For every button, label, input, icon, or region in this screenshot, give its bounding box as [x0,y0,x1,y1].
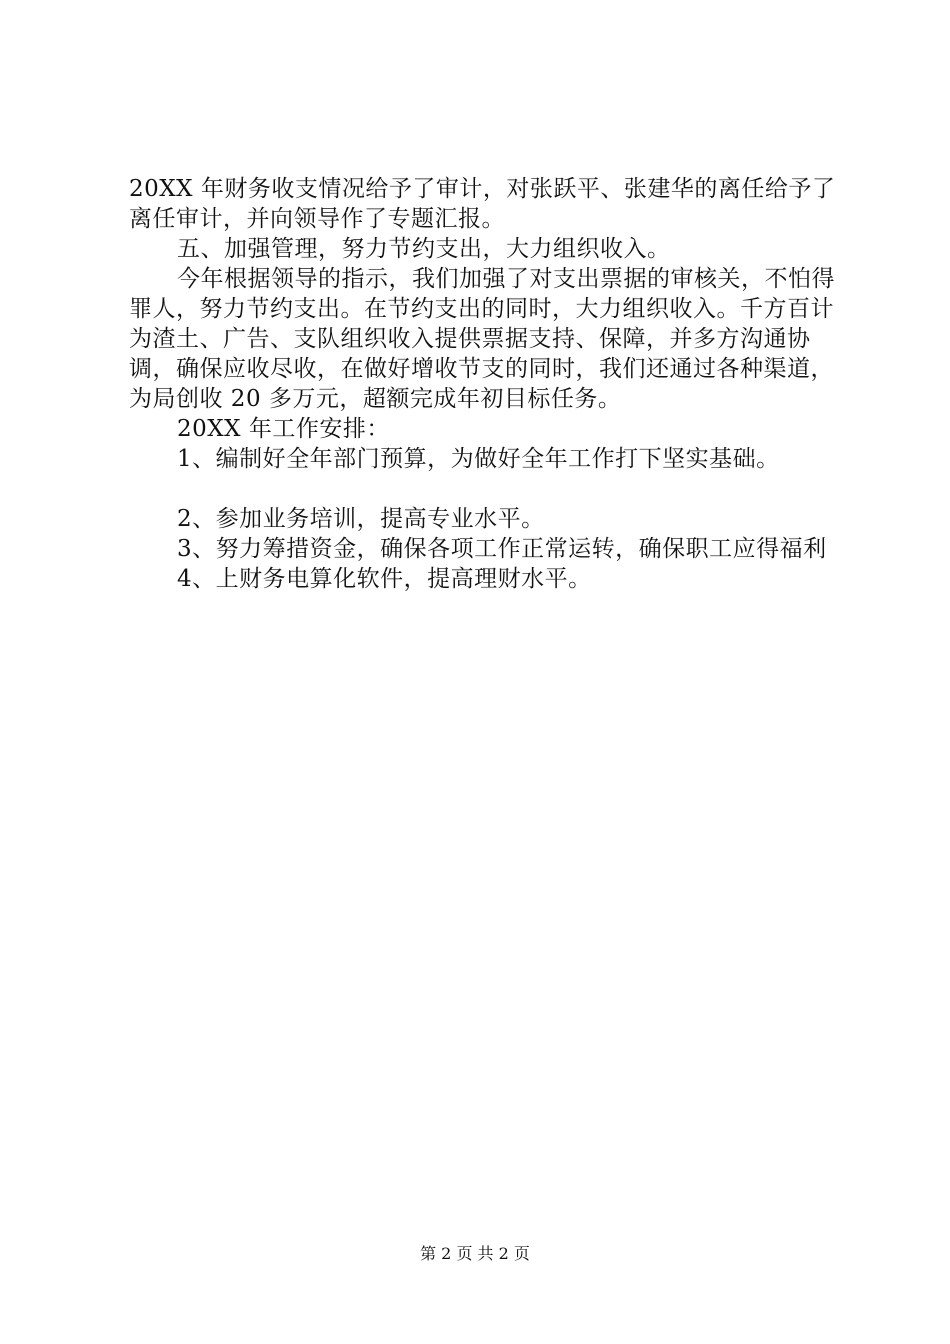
document-body [129,174,839,594]
paragraph-work-plan-heading: 20XX 年工作安排： [177,416,390,442]
page-number-label: 第 2 页 共 2 页 [420,1244,530,1263]
work-plan-item-4: 4、上财务电算化软件，提高理财水平。 [177,566,592,592]
paragraph-audit-continuation: 20XX 年财务收支情况给予了审计，对张跃平、张建华的离任给予了离任审计，并向领导作了专题汇报。 [129,176,836,232]
paragraph-section-five-heading: 五、加强管理，努力节约支出，大力组织收入。 [177,236,671,262]
work-plan-item-1: 1、编制好全年部门预算，为做好全年工作打下坚实基础。 [177,446,780,472]
page-footer [0,1243,950,1265]
work-plan-item-3: 3、努力筹措资金，确保各项工作正常运转，确保职工应得福利 [177,536,827,562]
work-plan-item-2: 2、参加业务培训，提高专业水平。 [177,506,545,532]
paragraph-section-five-body: 今年根据领导的指示，我们加强了对支出票据的审核关，不怕得罪人，努力节约支出。在节约支出的同时，大力组织收入。千方百计为渣土、广告、支队组织收入提供票据支持、保障，并多方沟通协调，确保应收尽收，在做好增收节支的同时，我们还通过各种渠道，为局创收 20 多万元，超额完成年初目标任务。 [129,266,835,412]
